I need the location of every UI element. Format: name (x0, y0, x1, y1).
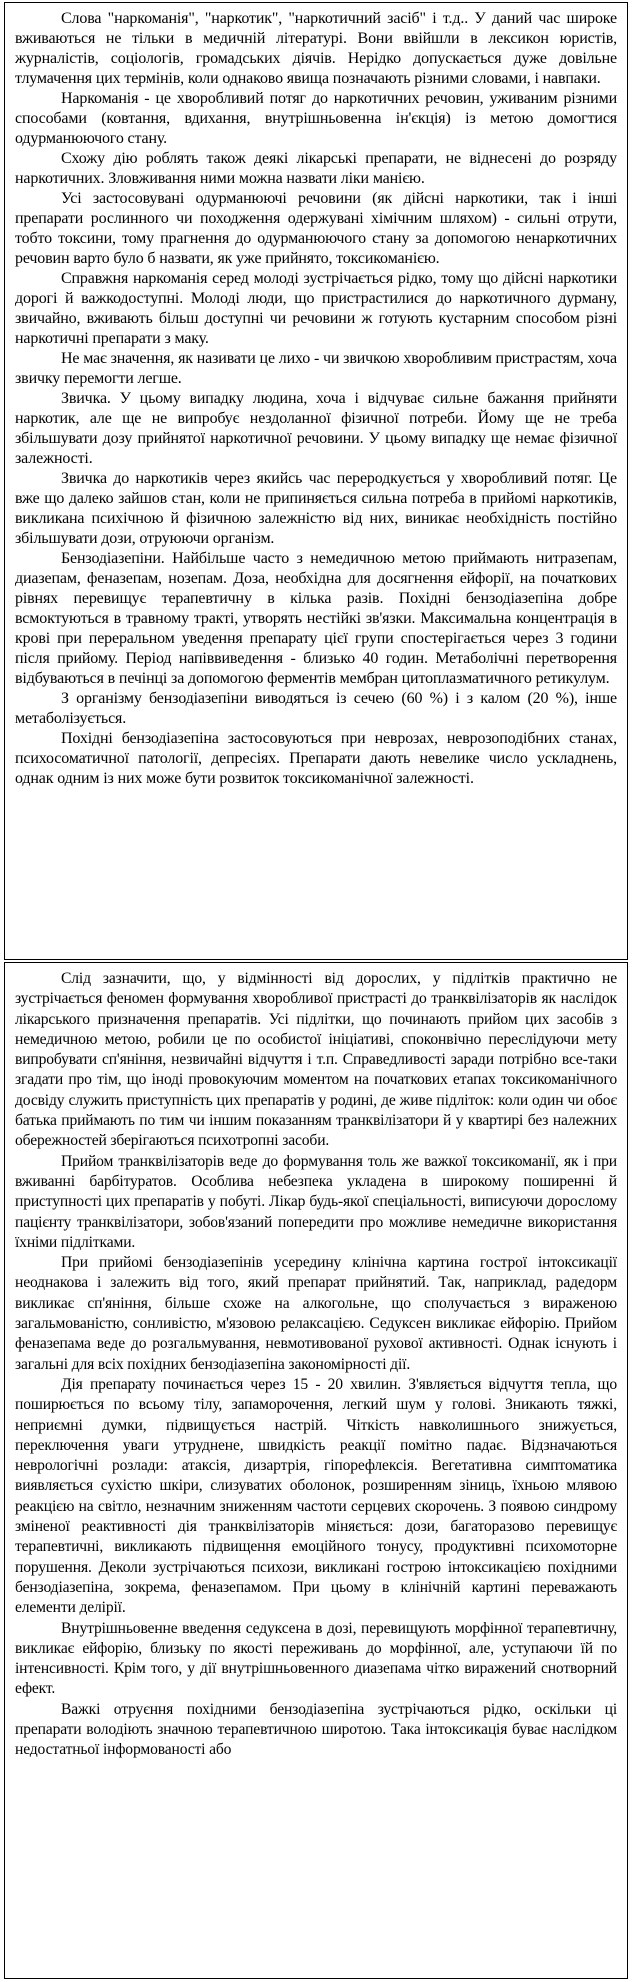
paragraph: Схожу дію роблять також деякі лікарські препарати, не віднесені до розряду наркотичних. Зловживання ними можна назвати ліки манією. (15, 150, 617, 187)
paragraph: Похідні бензодіазепіна застосовуються при неврозах, неврозоподібних станах, психосоматичної патології, депресіях. Препарати дають невелике число ускладнень, однак одним із них може бути розвиток токсикоманічної залежності. (15, 730, 617, 787)
paragraph: Бензодіазепіни. Найбільше часто з немедичною метою приймають нитразепам, диазепам, феназепам, нозепам. Доза, необхідна для досягнення ейфорії, на початкових рівнях перевищує терапевтичну в кілька разів. Похідні бензодіазепіна добре всмоктуються в травному тракті, утворять нестійкі зв'язки. Максимальна концентрація в крові при перерaльном уведення препарату цієї групи спостерігається через 3 години після прийому. Період напіввиведення - близько 40 годин. Метаболічні перетворення відбуваються в печінці за допомогою ферментів мембран цитоплазматичного ретикулум. (15, 550, 617, 687)
paragraph: Дія препарату починається через 15 - 20 хвилин. З'являється відчуття тепла, що поширюється по всьому тілу, запаморочення, легкий шум у голові. Зникають тяжкі, неприємні думки, підвищується настрій. Чіткість навколишнього знижується, переключення уваги утруднене, швидкість реакції помітно падає. Відзначаються неврологічні розлади: атаксія, дизартрія, гіпорефлексія. Вегетативна симптоматика виявляється сухістю шкіри, слизуватих оболонок, розширенням зіниць, їхньою млявою реакцією на світло, незначним зниженням частоти серцевих скорочень. З появою синдрому зміненої реактивності дія транквілізаторів міняється: дози, багаторазово перевищує терапевтичні, викликають підвищення емоційного тонусу, продуктивні психомоторне порушення. Деколи зустрічаються психози, викликані гострою інтоксикацією похідними бензодіазепіна, зокрема, феназепамом. При цьому в клінічній картині переважають елементи делірії. (15, 1375, 617, 1617)
paragraph: Прийом транквілізаторів веде до формування толь же важкої токсикоманії, як і при вживанні барбітуратов. Особлива небезпека укладена в широкому поширенні й приступності цих препаратів у побуті. Лікар будь-якої спеціальності, виписуючи дорослому пацієнту транквілізатори, зобов'язаний попередити про можливе немедичне використання їхніми підлітками. (15, 1152, 617, 1251)
paragraph: Справжня наркоманія серед молоді зустрічається рідко, тому що дійсні наркотики дорогі й важкодоступні. Молоді люди, що пристрастилися до наркотичного дурману, звичайно, вживають більш доступні чи речовини ж готують кустарним способом різні наркотичні препарати з маку. (15, 270, 617, 347)
text-block-1 (4, 2, 628, 960)
paragraph: З організму бензодіазепіни виводяться із сечею (60 %) і з калом (20 %), інше метаболізується. (15, 690, 617, 727)
paragraph: Не має значення, як називати це лихо - чи звичкою хворобливим пристрастям, хоча звичку перемогти легше. (15, 350, 617, 387)
paragraph: Важкі отруєння похідними бензодіазепіна зустрічаються рідко, оскільки ці препарати володіють значною терапевтичною широтою. Така інтоксикація буває наслідком недостатньої інформованості або (15, 1700, 617, 1759)
paragraph: Слова "наркоманія", "наркотик", "наркотичний засіб" і т.д.. У даний час широке вживаються не тільки в медичній літературі. Вони ввійшли в лексикон юристів, журналістів, соціологів, громадських діячів. Нерідко допускається дуже довільне тлумачення цих термінів, коли однаково явища позначають різними словами, і навпаки. (15, 10, 617, 87)
paragraph: Звичка. У цьому випадку людина, хоча і відчуває сильне бажання прийняти наркотик, але ще не випробує нездоланної фізичної потреби. Йому ще не треба збільшувати дозу прийнятої наркотичної речовини. У цьому випадку ще немає фізичної залежності. (15, 390, 617, 467)
paragraph: Слід зазначити, що, у відмінності від дорослих, у підлітків практично не зустрічається феномен формування хворобливої пристрасті до транквілізаторів як наслідок лікарського призначення препаратів. Усі підлітки, що починають прийом цих засобів з немедичною метою, робили це по особистої ініціативі, споконвічно переслідуючи мету випробувати сп'яніння, незвичайні відчуття і т.п. Справедливості заради потрібно все-таки згадати про тім, що іноді провокуючим моментом на початкових етапах токсикоманічного досвіду служить приступність цих препаратів у родині, де живе підліток: коли один чи обоє батька приймають по тим чи іншим показанням транквілізатори й у квартирі без належних обережностей зберігаються психотропні засоби. (15, 970, 617, 1150)
paragraph: При прийомі бензодіазепінів усередину клінічна картина гострої інтоксикації неоднакова і залежить від того, який препарат прийнятий. Так, наприклад, радедорм викликає сп'яніння, більше схоже на алкогольне, що сполучається з вираженою загальмованістю, сонливістю, м'язовою релаксацією. Седуксен викликає ейфорію. Прийом феназепама веде до розгальмування, невмотивованої рухової активності. Однак існують і загальні для всіх похідних бензодіазепіна закономірності дії. (15, 1254, 617, 1373)
paragraph: Наркоманія - це хворобливий потяг до наркотичних речовин, уживаним різними способами (ковтання, вдихання, внутрішньовенна ін'єкція) із метою домогтися одурманюючого стану. (15, 90, 617, 147)
paragraph: Усі застосовувані одурманюючі речовини (як дійсні наркотики, так і інші препарати рослинного чи походження одержувані хімічним шляхом) - сильні отрути, тобто токсини, тому прагнення до одурманюючого стану за допомогою ненаркотичних речовин варто було б назвати, як уже прийнято, токсикоманією. (15, 190, 617, 267)
text-block-2 (4, 962, 628, 1979)
paragraph: Звичка до наркотиків через якийсь час переродкується у хворобливий потяг. Це вже що далеко зайшов стан, коли не припиняється сильна потреба в прийомі наркотиків, викликана психічною й фізичною залежністю від них, виникає необхідність постійно збільшувати дози, отруюючи організм. (15, 470, 617, 547)
paragraph: Внутрішньовенне введення седуксена в дозі, перевищують морфінної терапевтичну, викликає ейфорію, близьку по якості переживань до морфінної, але, уступаючи їй по інтенсивності. Крім того, у дії внутрішньовенного диазепама чітко виражений снотворний ефект. (15, 1619, 617, 1698)
